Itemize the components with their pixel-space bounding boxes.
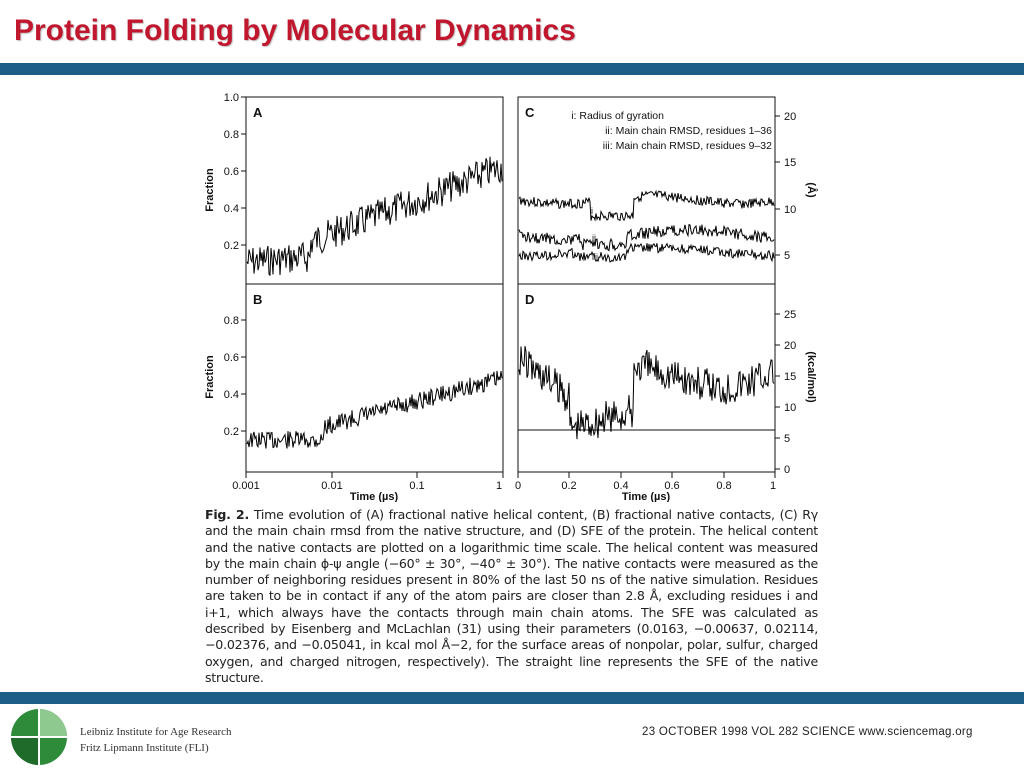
panel-d-ytick: 15	[784, 371, 797, 383]
panel-c-ytick: 20	[784, 111, 797, 123]
panel-d-axes	[515, 309, 817, 502]
panel-d-ytick: 0	[784, 464, 791, 476]
curve-label-ii: ii	[592, 233, 596, 243]
figure	[196, 82, 830, 690]
panel-c-trace-iii	[519, 243, 774, 262]
panel-c-ylabel: (Å)	[805, 182, 817, 198]
panel-b-xtick: 0.01	[321, 480, 343, 492]
figure-caption-text: Time evolution of (A) fractional native helical content, (B) fractional native contacts, (C) Rγ and the main chain rmsd from the native structure, and (D) SFE of the protein. The helical content and the native contacts are plotted on a logarithmic time scale. The helical content was measured by the main chain ϕ-ψ angle (−60° ± 30°, −40° ± 30°). The native contacts were measured as the number of neighboring residues present in 80% of the last 50 ns of the native simulation. Residues are taken to be in contact if any of the atom pairs are closer than 2.8 Å, excluding residues i and i+1, which always have the contacts through main chain atoms. The SFE was calculated as described by Eisenberg and McLachlan (31) using their parameters (0.0163, −0.00637, 0.02114, −0.02376, and −0.05041, in kcal mol Å−2, for the surface areas of nonpolar, polar, sulfur, charged oxygen, and charged nitrogen, respectively). The straight line represents the SFE of the native structure.	[205, 507, 818, 685]
panel-a-yaxis	[204, 92, 246, 252]
panel-c-ytick: 5	[784, 250, 791, 262]
panel-a-ytick: 0.6	[223, 166, 239, 178]
panel-label-d: D	[525, 292, 535, 307]
panel-a-ytick: 0.4	[223, 203, 239, 215]
panel-c-legend-ii: ii: Main chain RMSD, residues 1–36	[605, 125, 772, 137]
panel-b-ytick: 0.8	[223, 315, 239, 327]
panel-d-trace	[519, 346, 774, 439]
panel-d-xlabel: Time (µs)	[621, 491, 671, 502]
panel-c-legend-i: i: Radius of gyration	[571, 110, 664, 122]
panel-d-ytick: 5	[784, 433, 791, 445]
slide-title: Protein Folding by Molecular Dynamics	[14, 14, 576, 47]
panel-d-ytick: 25	[784, 309, 797, 321]
panel-b-xtick: 1	[495, 480, 503, 492]
fli-logo-icon	[10, 708, 68, 766]
institute-subname: Fritz Lipmann Institute (FLI)	[80, 742, 209, 754]
panel-d-xtick: 0.8	[716, 480, 732, 492]
panel-a-trace	[247, 157, 502, 276]
figure-caption-label: Fig. 2.	[205, 507, 249, 522]
panel-b-xtick: 0.1	[409, 480, 425, 492]
panel-c-trace-i	[519, 191, 774, 221]
figure-panels	[196, 82, 830, 502]
footer	[0, 708, 1024, 768]
panel-b-xtick: 0.001	[232, 480, 260, 492]
panel-a-ylabel: Fraction	[204, 168, 216, 212]
curve-label-i: i	[591, 206, 593, 216]
panel-b-ytick: 0.6	[223, 352, 239, 364]
panel-d-xtick: 0	[514, 480, 522, 492]
panel-c-legend-iii: iii: Main chain RMSD, residues 9–32	[602, 140, 772, 152]
panel-a-ytick: 1.0	[223, 92, 239, 104]
panel-b-ytick: 0.2	[223, 426, 239, 438]
institute-name: Leibniz Institute for Age Research	[80, 726, 232, 738]
panel-b-frame	[246, 284, 503, 472]
panel-a-ytick: 0.2	[223, 240, 239, 252]
panel-d-ytick: 20	[784, 340, 797, 352]
panel-d-xtick: 1	[769, 480, 777, 492]
panel-label-b: B	[253, 292, 263, 307]
panel-b-trace	[247, 371, 502, 449]
panel-c-ytick: 10	[784, 204, 797, 216]
figure-caption	[205, 507, 818, 686]
curve-label-iii: iii	[592, 252, 598, 262]
panel-d-xtick: 0.4	[613, 480, 629, 492]
panel-c-axes	[571, 110, 818, 262]
panel-b-axes	[204, 315, 503, 502]
bottom-divider-band	[0, 692, 1024, 704]
panel-d-ylabel: (kcal/mol)	[805, 351, 817, 403]
panel-c-ytick: 15	[784, 157, 797, 169]
panel-a-frame	[246, 97, 503, 284]
panel-d-xtick: 0.6	[664, 480, 680, 492]
top-divider-band	[0, 63, 1024, 75]
panel-b-ytick: 0.4	[223, 389, 239, 401]
panel-label-c: C	[525, 105, 535, 120]
panel-d-ytick: 10	[784, 402, 797, 414]
panel-b-ylabel: Fraction	[204, 355, 216, 399]
panel-label-a: A	[253, 105, 263, 120]
panel-a-ytick: 0.8	[223, 129, 239, 141]
journal-citation: 23 OCTOBER 1998 VOL 282 SCIENCE www.sciencemag.org	[642, 726, 973, 738]
panel-d-xtick: 0.2	[561, 480, 577, 492]
panel-b-xlabel: Time (µs)	[349, 491, 399, 502]
